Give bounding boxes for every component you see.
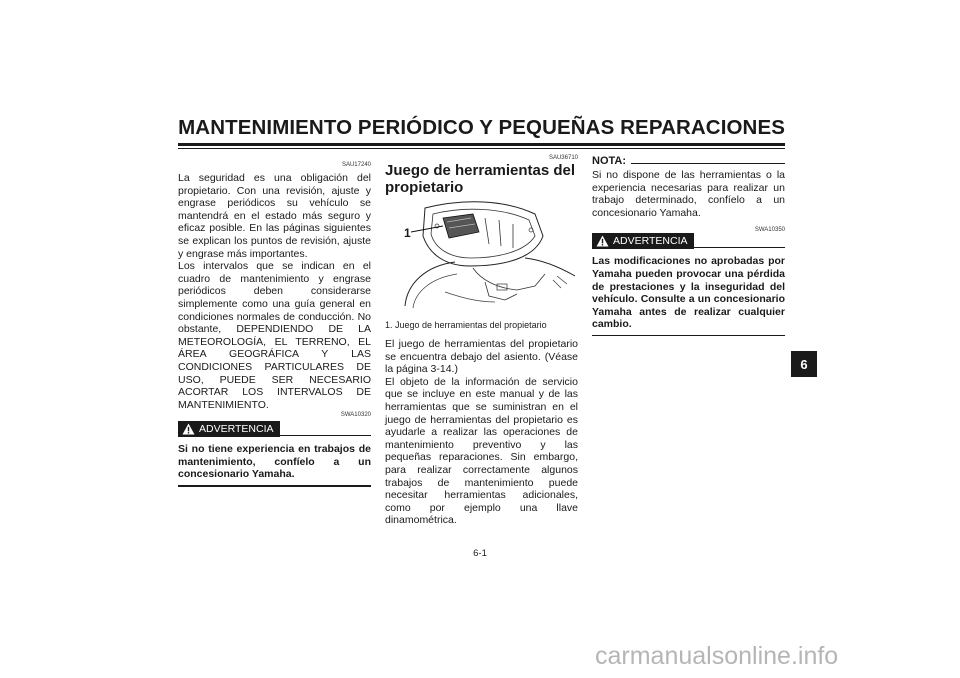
warning-end-rule [592,335,785,337]
section-code: SAU36710 [548,155,578,161]
warning-text: Si no tiene experiencia en trabajos de mantenimiento, confíelo a un concesionario Yamaha. [178,443,371,481]
warning-badge [592,233,694,249]
note-rule [631,163,785,164]
warning-triangle-icon [182,423,195,435]
warning-header [592,233,785,249]
warning-triangle-icon [596,235,609,247]
toolkit-text [385,338,578,527]
title-rule [178,143,785,146]
warning-end-rule [178,485,371,487]
section-heading: Juego de herramientas del propietario [385,162,576,196]
intro-text [178,172,371,411]
warning-label: ADVERTENCIA [613,235,688,248]
warning-rule [280,435,372,436]
toolkit-under-seat-illustration [385,196,578,314]
page-number: 6-1 [473,548,487,559]
paragraph: Los intervalos que se indican en el cuadro de mantenimiento y engrase periódicos deben considerarse simplemente como una guía general en condiciones normales de conducción. No obstante, DEPENDIENDO DE LA METEOROLOGÍA, EL TERRENO, EL ÁREA GEOGRÁFICA Y LAS CONDICIONES PARTICULARES DE USO, PUEDE SER NECESARIO ACORTAR LOS INTERVALOS DE MANTENIMIENTO. [178,260,371,411]
warning-badge [178,421,280,437]
column-2 [385,155,578,196]
paragraph: El juego de herramientas del propietario se encuentra debajo del asiento. (Véase la página 3-14.) [385,338,578,376]
warning-code: SWA10350 [754,227,785,234]
section-code: SAU17240 [341,162,371,168]
title-rule-thin [178,148,785,149]
note-label: NOTA: [592,155,627,167]
page-title: MANTENIMIENTO PERIÓDICO Y PEQUEÑAS REPARACIONES [178,116,785,139]
section-tab: 6 [791,351,817,377]
note-header [592,155,785,167]
paragraph: El objeto de la información de servicio que se incluye en este manual y de las herramientas que se suministran en el juego de herramientas del propietario es ayudarle a realizar las operaciones de mantenimiento preventivo y las pequeñas reparaciones. Sin embargo, para realizar correctamente algunos trabajos de mantenimiento puede necesitar herramientas adicionales, como por ejemplo una llave dinamométrica. [385,375,578,527]
warning-rule [694,247,786,248]
warning-label: ADVERTENCIA [199,423,274,436]
callout-number: 1 [404,226,411,240]
toolkit-figure [385,196,578,314]
warning-code: SWA10320 [340,412,371,419]
note-text: Si no dispone de las herramientas o la experiencia necesarias para realizar un trabajo determinado, confíelo a un concesionario Yamaha. [592,169,785,219]
figure-caption: 1. Juego de herramientas del propietario [385,320,547,330]
warning-header [178,421,371,437]
watermark: carmanualsonline.info [595,642,839,670]
column-3 [592,155,785,336]
paragraph: La seguridad es una obligación del propietario. Con una revisión, ajuste y engrase periódicos su vehículo se mantendrá en el estado más seguro y eficaz posible. En las páginas siguientes se explican los puntos de revisión, ajuste y engrase más importantes. [178,172,371,260]
warning-text: Las modificaciones no aprobadas por Yamaha pueden provocar una pérdida de prestaciones y la inseguridad del vehículo. Consulte a un concesionario Yamaha antes de realizar cualquier cambio. [592,255,785,331]
column-1 [178,162,371,487]
